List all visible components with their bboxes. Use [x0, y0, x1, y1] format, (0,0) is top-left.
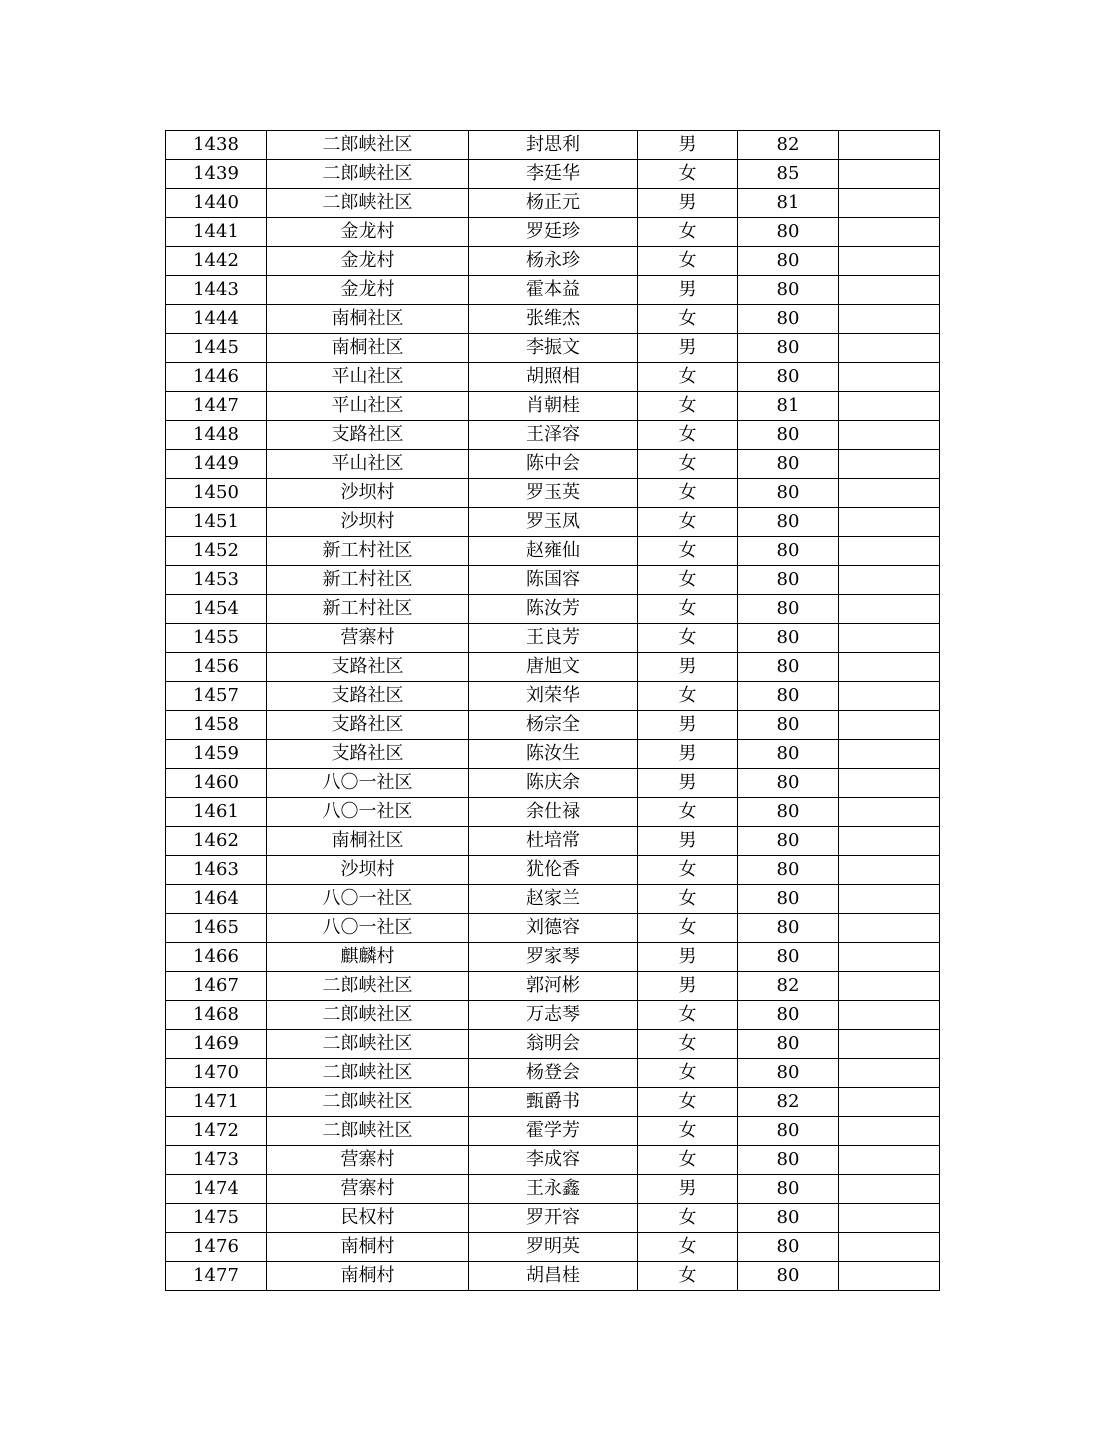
- age-cell: 82: [738, 972, 839, 1001]
- gender-cell: 女: [638, 1088, 738, 1117]
- name-cell: 唐旭文: [469, 653, 638, 682]
- gender-cell: 女: [638, 421, 738, 450]
- table-row: [166, 1059, 940, 1088]
- gender-cell: 男: [638, 769, 738, 798]
- serial-number-cell: 1444: [166, 305, 267, 334]
- community-cell: 八〇一社区: [267, 798, 469, 827]
- roster-table-body: [166, 131, 940, 1291]
- community-cell: 八〇一社区: [267, 914, 469, 943]
- gender-cell: 男: [638, 334, 738, 363]
- age-cell: 80: [738, 1117, 839, 1146]
- remarks-cell: [839, 856, 940, 885]
- table-row: [166, 1088, 940, 1117]
- name-cell: 杨宗全: [469, 711, 638, 740]
- table-row: [166, 450, 940, 479]
- remarks-cell: [839, 798, 940, 827]
- remarks-cell: [839, 305, 940, 334]
- serial-number-cell: 1439: [166, 160, 267, 189]
- community-cell: 南桐村: [267, 1233, 469, 1262]
- gender-cell: 女: [638, 1204, 738, 1233]
- age-cell: 80: [738, 711, 839, 740]
- serial-number-cell: 1458: [166, 711, 267, 740]
- gender-cell: 女: [638, 479, 738, 508]
- age-cell: 80: [738, 1146, 839, 1175]
- serial-number-cell: 1448: [166, 421, 267, 450]
- remarks-cell: [839, 624, 940, 653]
- table-row: [166, 1030, 940, 1059]
- community-cell: 金龙村: [267, 218, 469, 247]
- table-row: [166, 1146, 940, 1175]
- gender-cell: 女: [638, 798, 738, 827]
- gender-cell: 女: [638, 247, 738, 276]
- community-cell: 二郎峡社区: [267, 131, 469, 160]
- table-row: [166, 856, 940, 885]
- name-cell: 李廷华: [469, 160, 638, 189]
- table-row: [166, 943, 940, 972]
- community-cell: 二郎峡社区: [267, 972, 469, 1001]
- table-row: [166, 798, 940, 827]
- age-cell: 80: [738, 827, 839, 856]
- serial-number-cell: 1446: [166, 363, 267, 392]
- age-cell: 80: [738, 363, 839, 392]
- name-cell: 肖朝桂: [469, 392, 638, 421]
- age-cell: 81: [738, 392, 839, 421]
- community-cell: 沙坝村: [267, 508, 469, 537]
- table-row: [166, 1117, 940, 1146]
- serial-number-cell: 1472: [166, 1117, 267, 1146]
- community-cell: 新工村社区: [267, 537, 469, 566]
- age-cell: 80: [738, 537, 839, 566]
- name-cell: 罗廷珍: [469, 218, 638, 247]
- age-cell: 80: [738, 1001, 839, 1030]
- remarks-cell: [839, 189, 940, 218]
- gender-cell: 女: [638, 363, 738, 392]
- gender-cell: 女: [638, 218, 738, 247]
- serial-number-cell: 1443: [166, 276, 267, 305]
- remarks-cell: [839, 914, 940, 943]
- remarks-cell: [839, 972, 940, 1001]
- age-cell: 82: [738, 131, 839, 160]
- gender-cell: 男: [638, 131, 738, 160]
- name-cell: 余仕禄: [469, 798, 638, 827]
- name-cell: 万志琴: [469, 1001, 638, 1030]
- community-cell: 麒麟村: [267, 943, 469, 972]
- serial-number-cell: 1475: [166, 1204, 267, 1233]
- community-cell: 民权村: [267, 1204, 469, 1233]
- serial-number-cell: 1470: [166, 1059, 267, 1088]
- name-cell: 翁明会: [469, 1030, 638, 1059]
- remarks-cell: [839, 1001, 940, 1030]
- age-cell: 80: [738, 450, 839, 479]
- table-row: [166, 1262, 940, 1291]
- community-cell: 二郎峡社区: [267, 160, 469, 189]
- table-row: [166, 653, 940, 682]
- table-row: [166, 508, 940, 537]
- community-cell: 营寨村: [267, 1175, 469, 1204]
- community-cell: 支路社区: [267, 653, 469, 682]
- serial-number-cell: 1476: [166, 1233, 267, 1262]
- name-cell: 胡照相: [469, 363, 638, 392]
- serial-number-cell: 1452: [166, 537, 267, 566]
- community-cell: 二郎峡社区: [267, 189, 469, 218]
- age-cell: 82: [738, 1088, 839, 1117]
- gender-cell: 女: [638, 856, 738, 885]
- remarks-cell: [839, 653, 940, 682]
- remarks-cell: [839, 827, 940, 856]
- serial-number-cell: 1460: [166, 769, 267, 798]
- gender-cell: 女: [638, 508, 738, 537]
- community-cell: 新工村社区: [267, 566, 469, 595]
- remarks-cell: [839, 276, 940, 305]
- remarks-cell: [839, 160, 940, 189]
- community-cell: 沙坝村: [267, 479, 469, 508]
- community-cell: 金龙村: [267, 276, 469, 305]
- table-row: [166, 624, 940, 653]
- age-cell: 80: [738, 856, 839, 885]
- table-row: [166, 1175, 940, 1204]
- table-row: [166, 1204, 940, 1233]
- gender-cell: 女: [638, 914, 738, 943]
- age-cell: 80: [738, 682, 839, 711]
- remarks-cell: [839, 1262, 940, 1291]
- serial-number-cell: 1469: [166, 1030, 267, 1059]
- gender-cell: 女: [638, 624, 738, 653]
- table-row: [166, 711, 940, 740]
- name-cell: 陈汝芳: [469, 595, 638, 624]
- gender-cell: 女: [638, 1233, 738, 1262]
- name-cell: 陈汝生: [469, 740, 638, 769]
- serial-number-cell: 1463: [166, 856, 267, 885]
- community-cell: 营寨村: [267, 1146, 469, 1175]
- serial-number-cell: 1447: [166, 392, 267, 421]
- community-cell: 平山社区: [267, 363, 469, 392]
- serial-number-cell: 1455: [166, 624, 267, 653]
- name-cell: 陈庆余: [469, 769, 638, 798]
- serial-number-cell: 1441: [166, 218, 267, 247]
- remarks-cell: [839, 334, 940, 363]
- remarks-cell: [839, 363, 940, 392]
- table-row: [166, 972, 940, 1001]
- age-cell: 80: [738, 276, 839, 305]
- serial-number-cell: 1449: [166, 450, 267, 479]
- serial-number-cell: 1473: [166, 1146, 267, 1175]
- serial-number-cell: 1471: [166, 1088, 267, 1117]
- gender-cell: 女: [638, 1030, 738, 1059]
- gender-cell: 男: [638, 711, 738, 740]
- serial-number-cell: 1467: [166, 972, 267, 1001]
- table-row: [166, 595, 940, 624]
- remarks-cell: [839, 392, 940, 421]
- community-cell: 二郎峡社区: [267, 1117, 469, 1146]
- gender-cell: 女: [638, 1146, 738, 1175]
- remarks-cell: [839, 450, 940, 479]
- age-cell: 80: [738, 798, 839, 827]
- table-row: [166, 682, 940, 711]
- remarks-cell: [839, 566, 940, 595]
- age-cell: 80: [738, 1030, 839, 1059]
- community-cell: 二郎峡社区: [267, 1030, 469, 1059]
- gender-cell: 男: [638, 972, 738, 1001]
- name-cell: 陈国容: [469, 566, 638, 595]
- age-cell: 80: [738, 595, 839, 624]
- name-cell: 李成容: [469, 1146, 638, 1175]
- age-cell: 80: [738, 508, 839, 537]
- serial-number-cell: 1465: [166, 914, 267, 943]
- name-cell: 赵家兰: [469, 885, 638, 914]
- remarks-cell: [839, 218, 940, 247]
- serial-number-cell: 1454: [166, 595, 267, 624]
- age-cell: 80: [738, 1175, 839, 1204]
- name-cell: 罗家琴: [469, 943, 638, 972]
- name-cell: 刘德容: [469, 914, 638, 943]
- serial-number-cell: 1477: [166, 1262, 267, 1291]
- name-cell: 罗玉英: [469, 479, 638, 508]
- age-cell: 80: [738, 1059, 839, 1088]
- serial-number-cell: 1438: [166, 131, 267, 160]
- remarks-cell: [839, 769, 940, 798]
- remarks-cell: [839, 682, 940, 711]
- community-cell: 平山社区: [267, 392, 469, 421]
- gender-cell: 男: [638, 1175, 738, 1204]
- serial-number-cell: 1464: [166, 885, 267, 914]
- gender-cell: 男: [638, 276, 738, 305]
- serial-number-cell: 1445: [166, 334, 267, 363]
- table-row: [166, 740, 940, 769]
- community-cell: 南桐社区: [267, 827, 469, 856]
- remarks-cell: [839, 1233, 940, 1262]
- gender-cell: 女: [638, 885, 738, 914]
- name-cell: 罗明英: [469, 1233, 638, 1262]
- name-cell: 杨永珍: [469, 247, 638, 276]
- name-cell: 封思利: [469, 131, 638, 160]
- age-cell: 80: [738, 566, 839, 595]
- gender-cell: 女: [638, 305, 738, 334]
- table-row: [166, 1233, 940, 1262]
- name-cell: 王泽容: [469, 421, 638, 450]
- remarks-cell: [839, 479, 940, 508]
- remarks-cell: [839, 711, 940, 740]
- gender-cell: 男: [638, 827, 738, 856]
- remarks-cell: [839, 885, 940, 914]
- name-cell: 胡昌桂: [469, 1262, 638, 1291]
- gender-cell: 女: [638, 537, 738, 566]
- name-cell: 刘荣华: [469, 682, 638, 711]
- gender-cell: 女: [638, 1117, 738, 1146]
- remarks-cell: [839, 247, 940, 276]
- table-row: [166, 479, 940, 508]
- serial-number-cell: 1450: [166, 479, 267, 508]
- serial-number-cell: 1459: [166, 740, 267, 769]
- age-cell: 80: [738, 769, 839, 798]
- age-cell: 80: [738, 624, 839, 653]
- name-cell: 杨登会: [469, 1059, 638, 1088]
- gender-cell: 女: [638, 392, 738, 421]
- table-row: [166, 421, 940, 450]
- gender-cell: 男: [638, 943, 738, 972]
- serial-number-cell: 1440: [166, 189, 267, 218]
- community-cell: 南桐社区: [267, 334, 469, 363]
- gender-cell: 女: [638, 450, 738, 479]
- remarks-cell: [839, 595, 940, 624]
- gender-cell: 男: [638, 740, 738, 769]
- remarks-cell: [839, 131, 940, 160]
- age-cell: 80: [738, 740, 839, 769]
- serial-number-cell: 1453: [166, 566, 267, 595]
- gender-cell: 女: [638, 595, 738, 624]
- age-cell: 80: [738, 1233, 839, 1262]
- name-cell: 张维杰: [469, 305, 638, 334]
- table-row: [166, 218, 940, 247]
- name-cell: 陈中会: [469, 450, 638, 479]
- remarks-cell: [839, 1146, 940, 1175]
- name-cell: 王良芳: [469, 624, 638, 653]
- gender-cell: 女: [638, 682, 738, 711]
- table-row: [166, 392, 940, 421]
- serial-number-cell: 1468: [166, 1001, 267, 1030]
- community-cell: 营寨村: [267, 624, 469, 653]
- community-cell: 支路社区: [267, 740, 469, 769]
- remarks-cell: [839, 1175, 940, 1204]
- name-cell: 郭河彬: [469, 972, 638, 1001]
- age-cell: 80: [738, 218, 839, 247]
- age-cell: 80: [738, 1204, 839, 1233]
- community-cell: 二郎峡社区: [267, 1001, 469, 1030]
- community-cell: 南桐村: [267, 1262, 469, 1291]
- table-row: [166, 1001, 940, 1030]
- gender-cell: 女: [638, 1059, 738, 1088]
- remarks-cell: [839, 537, 940, 566]
- remarks-cell: [839, 1030, 940, 1059]
- community-cell: 平山社区: [267, 450, 469, 479]
- remarks-cell: [839, 1117, 940, 1146]
- remarks-cell: [839, 740, 940, 769]
- community-cell: 支路社区: [267, 421, 469, 450]
- age-cell: 80: [738, 479, 839, 508]
- name-cell: 杨正元: [469, 189, 638, 218]
- name-cell: 罗玉凤: [469, 508, 638, 537]
- table-row: [166, 885, 940, 914]
- serial-number-cell: 1462: [166, 827, 267, 856]
- name-cell: 王永鑫: [469, 1175, 638, 1204]
- gender-cell: 女: [638, 1001, 738, 1030]
- table-row: [166, 334, 940, 363]
- name-cell: 犹伦香: [469, 856, 638, 885]
- gender-cell: 女: [638, 566, 738, 595]
- table-row: [166, 247, 940, 276]
- roster-table: [165, 130, 940, 1291]
- table-row: [166, 566, 940, 595]
- serial-number-cell: 1442: [166, 247, 267, 276]
- community-cell: 支路社区: [267, 682, 469, 711]
- table-row: [166, 160, 940, 189]
- community-cell: 新工村社区: [267, 595, 469, 624]
- serial-number-cell: 1451: [166, 508, 267, 537]
- age-cell: 80: [738, 421, 839, 450]
- table-row: [166, 769, 940, 798]
- remarks-cell: [839, 1204, 940, 1233]
- community-cell: 金龙村: [267, 247, 469, 276]
- age-cell: 80: [738, 334, 839, 363]
- gender-cell: 男: [638, 189, 738, 218]
- age-cell: 80: [738, 1262, 839, 1291]
- remarks-cell: [839, 421, 940, 450]
- remarks-cell: [839, 943, 940, 972]
- gender-cell: 男: [638, 653, 738, 682]
- community-cell: 支路社区: [267, 711, 469, 740]
- remarks-cell: [839, 1059, 940, 1088]
- table-row: [166, 131, 940, 160]
- name-cell: 甄爵书: [469, 1088, 638, 1117]
- age-cell: 80: [738, 943, 839, 972]
- serial-number-cell: 1456: [166, 653, 267, 682]
- age-cell: 80: [738, 653, 839, 682]
- remarks-cell: [839, 1088, 940, 1117]
- community-cell: 二郎峡社区: [267, 1088, 469, 1117]
- name-cell: 李振文: [469, 334, 638, 363]
- name-cell: 赵雍仙: [469, 537, 638, 566]
- community-cell: 南桐社区: [267, 305, 469, 334]
- name-cell: 霍本益: [469, 276, 638, 305]
- community-cell: 沙坝村: [267, 856, 469, 885]
- age-cell: 80: [738, 247, 839, 276]
- community-cell: 八〇一社区: [267, 769, 469, 798]
- age-cell: 80: [738, 885, 839, 914]
- age-cell: 81: [738, 189, 839, 218]
- serial-number-cell: 1466: [166, 943, 267, 972]
- name-cell: 霍学芳: [469, 1117, 638, 1146]
- table-row: [166, 305, 940, 334]
- serial-number-cell: 1457: [166, 682, 267, 711]
- gender-cell: 女: [638, 160, 738, 189]
- name-cell: 罗开容: [469, 1204, 638, 1233]
- serial-number-cell: 1461: [166, 798, 267, 827]
- table-row: [166, 914, 940, 943]
- age-cell: 85: [738, 160, 839, 189]
- age-cell: 80: [738, 914, 839, 943]
- serial-number-cell: 1474: [166, 1175, 267, 1204]
- community-cell: 二郎峡社区: [267, 1059, 469, 1088]
- remarks-cell: [839, 508, 940, 537]
- table-row: [166, 827, 940, 856]
- table-row: [166, 189, 940, 218]
- community-cell: 八〇一社区: [267, 885, 469, 914]
- gender-cell: 女: [638, 1262, 738, 1291]
- table-row: [166, 276, 940, 305]
- table-row: [166, 363, 940, 392]
- name-cell: 杜培常: [469, 827, 638, 856]
- age-cell: 80: [738, 305, 839, 334]
- table-row: [166, 537, 940, 566]
